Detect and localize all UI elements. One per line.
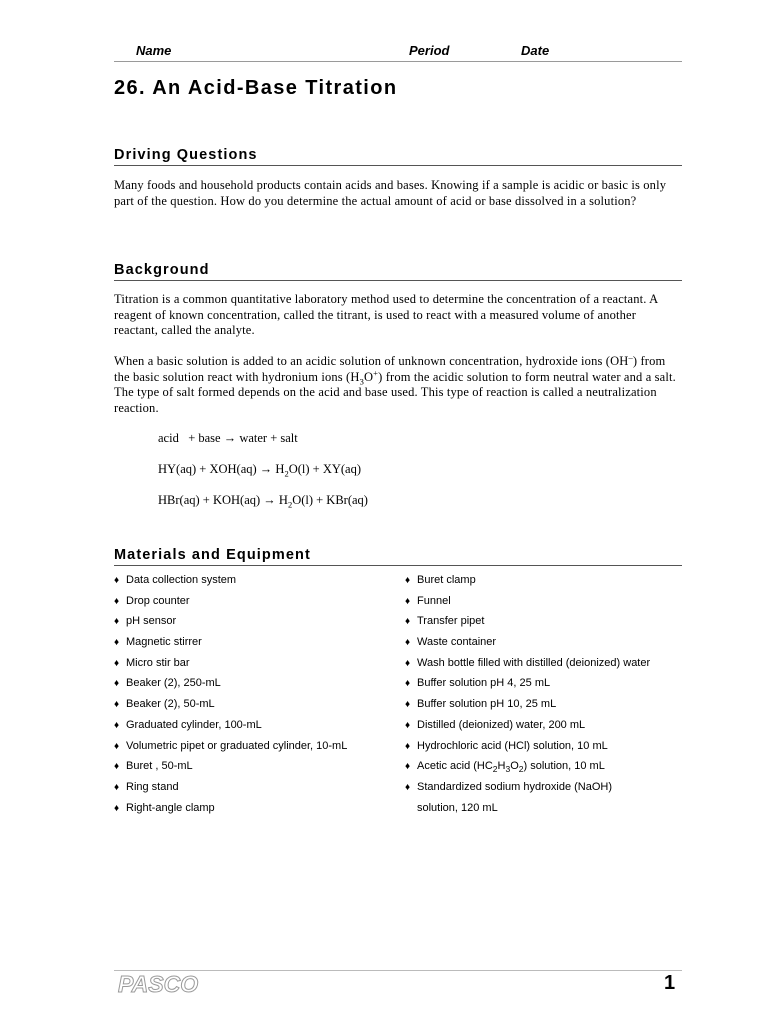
list-item: ♦ Wash bottle filled with distilled (deionized) water [405, 656, 651, 669]
materials-list-left [114, 571, 347, 819]
list-item: ♦ Beaker (2), 250-mL [114, 677, 221, 690]
list-item: ♦ Magnetic stirrer [114, 636, 202, 649]
materials-list-right [405, 571, 650, 819]
list-item: ♦ Buret , 50-mL [114, 760, 193, 773]
driving-questions-heading: Driving Questions [114, 147, 682, 166]
list-item: ♦ Buffer solution pH 10, 25 mL [405, 698, 557, 711]
list-item: ♦ Buret clamp [405, 574, 476, 586]
list-item-continuation: solution, 120 mL [417, 801, 498, 814]
equation-hbr-koh: $HBr(aq) + KOH(aq) \to H_2O(l) + KBr(aq)$ [158, 493, 368, 510]
page-title: 26. An Acid-Base Titration [114, 77, 398, 99]
pasco-logo [116, 972, 206, 996]
list-item: ♦ pH sensor [114, 615, 177, 628]
list-item: ♦ Right-angle clamp [114, 801, 215, 814]
period-label: Period [409, 43, 450, 58]
svg-text:PASCO: PASCO [118, 972, 199, 996]
list-item: ♦ Drop counter [114, 594, 190, 607]
list-item: ♦ Transfer pipet [405, 615, 485, 628]
list-item: ♦ Data collection system [114, 574, 237, 586]
list-item: ♦ Graduated cylinder, 100-mL [114, 718, 262, 731]
list-item: ♦ Standardized sodium hydroxide (NaOH) [405, 780, 613, 793]
equation-hy-xoh: $HY(aq) + XOH(aq) \to H_2O(l) + XY(aq)$ [158, 462, 362, 479]
footer-divider [114, 970, 682, 971]
list-item: ♦ Distilled (deionized) water, 200 mL [405, 718, 586, 731]
list-item: ♦ Funnel [405, 594, 451, 607]
list-item: ♦ Volumetric pipet or graduated cylinder, 10-mL [114, 739, 348, 752]
date-label: Date [521, 43, 550, 58]
driving-questions-text: Many foods and household products contain acids and bases. Knowing if a sample is acidic or basic is only part of the question. How do you determine the actual amount of acid or base dissolved in a solution? [114, 178, 667, 208]
background-paragraph-2: When a basic solution is added to an acidic solution of unknown concentration, hydroxide ions (OH–) from the basic solution react with hydronium ions $(H_3O^+)$ from the acidic solution to form neutral water and a salt. The type of salt formed depends on the acid and base used. This type of reaction is called a neutralization reaction. [114, 351, 676, 415]
list-item: ♦ Buffer solution pH 4, 25 mL [405, 677, 551, 690]
name-label: Name [136, 43, 172, 58]
page-number: 1 [664, 972, 676, 994]
materials-heading: Materials and Equipment [114, 547, 682, 566]
student-header [114, 43, 682, 62]
background-paragraph-1: Titration is a common quantitative laboratory method used to determine the concentration of a reactant. A reagent of known concentration, called the titrant, is used to react with a measured volume of another reactant, called the analyte. [114, 292, 658, 337]
equation-general: acid + base → water + salt [158, 431, 298, 445]
list-item: ♦ Beaker (2), 50-mL [114, 698, 215, 711]
background-heading: Background [114, 262, 682, 281]
list-item: ♦ Ring stand [114, 780, 179, 793]
list-item: ♦ Waste container [405, 636, 497, 649]
list-item: ♦ Micro stir bar [114, 656, 190, 669]
list-item: ♦ Hydrochloric acid (HCl) solution, 10 mL [405, 739, 608, 752]
list-item: ♦ Acetic acid $(HC_2H_3O_2)$ solution, 10 mL [405, 760, 605, 775]
